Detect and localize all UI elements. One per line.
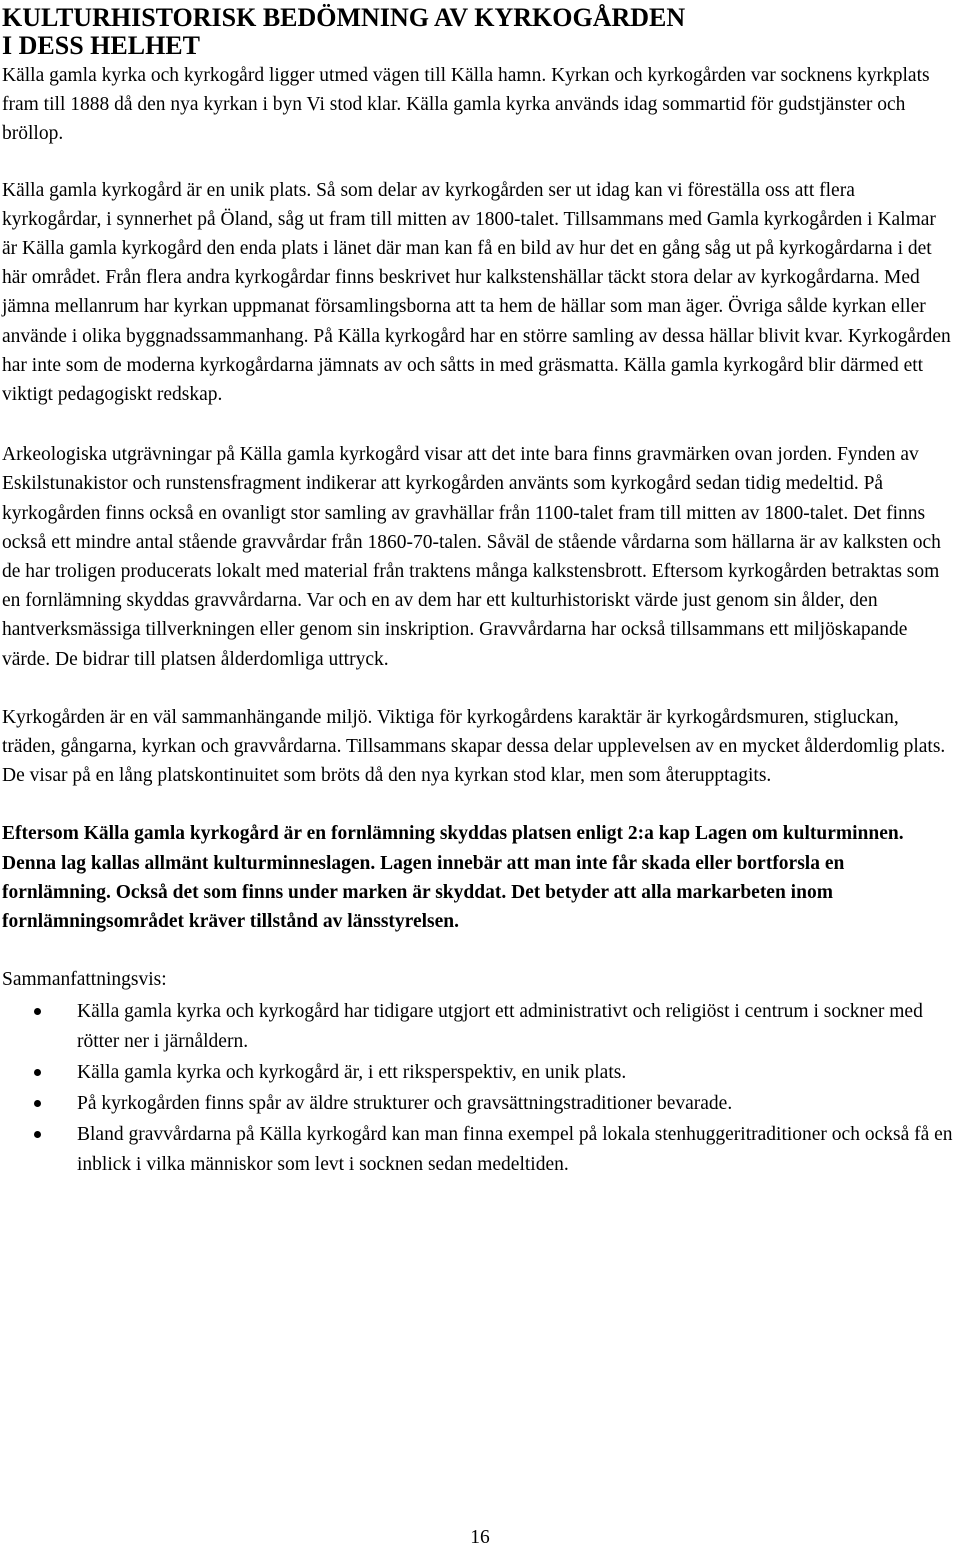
environment-paragraph: Kyrkogården är en väl sammanhängande miljö. Viktiga för kyrkogårdens karaktär är kyrkogårdsmuren, stigluckan, träden, gångarna, kyrkan och gravvårdarna. Tillsammans skapar dessa delar upplevelsen av en mycket ålderdomlig plats. De visar på en lång platskontinuitet som bröts då den nya kyrkan stod klar, men som återupptagits.: [2, 706, 946, 787]
document-body: [2, 4, 954, 1181]
bullet-icon: [34, 1069, 41, 1076]
summary-item: [2, 1120, 954, 1178]
summary-item: [2, 997, 954, 1055]
summary-item-text: På kyrkogården finns spår av äldre strukturer och gravsättningstraditioner bevarade.: [77, 1093, 733, 1115]
section-heading: KULTURHISTORISK BEDÖMNING AV KYRKOGÅRDEN I DESS HELHET: [2, 3, 686, 60]
bullet-icon: [34, 1008, 41, 1015]
summary-item-text: Källa gamla kyrka och kyrkogård har tidigare utgjort ett administrativt och religiöst i centrum i sockner med rötter ner i järnåldern.: [77, 1001, 923, 1052]
page-number: 16: [470, 1527, 490, 1548]
summary-item-text: Bland gravvårdarna på Källa kyrkogård kan man finna exempel på lokala stenhuggeritraditioner och också få en inblick i vilka människor som levt i socknen sedan medeltiden.: [77, 1124, 953, 1175]
intro-paragraph: Källa gamla kyrka och kyrkogård ligger utmed vägen till Källa hamn. Kyrkan och kyrkogården var socknens kyrkplats fram till 1888 då den nya kyrkan i byn Vi stod klar. Källa gamla kyrka används idag sommartid för gudstjänster och bröllop.: [2, 65, 930, 145]
summary-item: [2, 1089, 954, 1118]
archaeology-paragraph: Arkeologiska utgrävningar på Källa gamla kyrkogård visar att det inte bara finns gravmärken ovan jorden. Fynden av Eskilstunakistor och runstensfragment indikerar att kyrkogården använts som kyrkogård sedan tidig medeltid. På kyrkogården finns också en ovanligt stor samling av gravhällar från 1100-talet fram till mitten av 1800-talet. Det finns också ett mindre antal stående gravvårdar från 1860-70-talen. Såväl de stående vårdarna som hällarna är av kalksten och de har troligen producerats lokalt med material från traktens många kalkstensbrott. Eftersom kyrkogården betraktas som en fornlämning skyddas gravvårdarna. Var och en av dem har ett kulturhistoriskt värde just genom sin ålder, den hantverksmässiga tillverkningen eller genom sin inskription. Gravvårdarna har också tillsammans ett miljöskapande värde. De bidrar till platsen ålderdomliga uttryck.: [2, 444, 941, 670]
summary-item-text: Källa gamla kyrka och kyrkogård är, i ett riksperspektiv, en unik plats.: [77, 1061, 627, 1083]
bullet-icon: [34, 1131, 41, 1138]
bullet-icon: [34, 1100, 41, 1107]
summary-item: [2, 1058, 954, 1087]
legal-protection-paragraph: Eftersom Källa gamla kyrkogård är en fornlämning skyddas platsen enligt 2:a kap Lagen om kulturminnen. Denna lag kallas allmänt kulturminneslagen. Lagen innebär att man inte får skada eller bortforsla en fornlämning. Också det som finns under marken är skyddat. Det betyder att alla markarbeten inom fornlämningsområdet kräver tillstånd av länsstyrelsen.: [2, 823, 904, 933]
unique-place-paragraph: Källa gamla kyrkogård är en unik plats. Så som delar av kyrkogården ser ut idag kan vi föreställa oss att flera kyrkogårdar, i synnerhet på Öland, såg ut fram till mitten av 1800-talet. Tillsammans med Gamla kyrkogården i Kalmar är Källa gamla kyrkogård den enda plats i länet där man kan få en bild av hur det en gång såg ut på kyrkogårdarna i det här området. Från flera andra kyrkogårdar finns beskrivet hur kalkstenshällar täckt stora delar av kyrkogårdarna. Med jämna mellanrum har kyrkan uppmanat församlingsborna att ta hem de hällar som man äger. Övriga sålde kyrkan eller använde i olika byggnadssammanhang. På Källa kyrkogård har en större samling av dessa hällar blivit kvar. Kyrkogården har inte som de moderna kyrkogårdarna jämnats av och såtts in med gräsmatta. Källa gamla kyrkogård blir därmed ett viktigt pedagogiskt redskap.: [2, 179, 951, 406]
summary-list: [2, 997, 954, 1178]
summary-label: Sammanfattningsvis:: [2, 969, 167, 991]
